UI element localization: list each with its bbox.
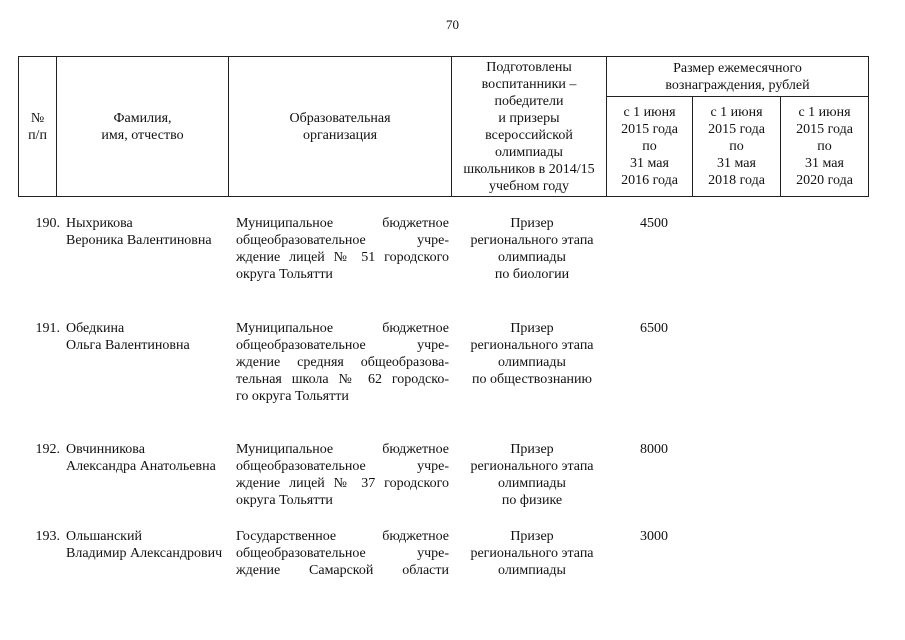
page-number: 70 [446,17,459,32]
person-name: Ныхрикова Вероника Валентиновна [66,216,212,248]
achievement: Призер регионального этапа олимпиады по обществознанию [470,321,594,387]
organization: Муниципальное бюджетное общеобразовательное учре- ждение лицей № 51 городского округа Тольятти [236,216,449,282]
header-reward: Размер ежемесячного вознаграждения, рублей [665,60,810,93]
header-fio: Фамилия, имя, отчество [101,110,184,143]
row-number: 192. [35,442,60,457]
header-period-2018: с 1 июня 2015 года по 31 мая 2018 года [708,105,765,188]
person-name: Ольшанский Владимир Александрович [66,529,223,561]
reward-amount: 4500 [640,216,668,231]
organization: Муниципальное бюджетное общеобразовательное учре- ждение средняя общеобразова- тельная школа № 62 городско- го округа Тольятти [236,321,449,404]
row-number: 191. [35,321,60,336]
header-period-2020: с 1 июня 2015 года по 31 мая 2020 года [796,105,853,188]
reward-amount: 8000 [640,442,668,457]
achievement: Призер регионального этапа олимпиады [470,529,594,578]
reward-amount: 6500 [640,321,668,336]
header-org: Образовательная организация [289,110,391,143]
header-prepared: Подготовлены воспитанники – победители и призеры всероссийской олимпиады школьников в 2014/15 учебном году [463,59,595,194]
row-number: 190. [35,216,60,231]
reward-amount: 3000 [640,529,668,544]
person-name: Обедкина Ольга Валентиновна [66,321,190,353]
header-period-2016: с 1 июня 2015 года по 31 мая 2016 года [621,105,678,188]
person-name: Овчинникова Александра Анатольевна [66,442,216,474]
achievement: Призер регионального этапа олимпиады по биологии [470,216,594,282]
organization: Муниципальное бюджетное общеобразовательное учре- ждение лицей № 37 городского округа Тольятти [236,442,449,508]
row-number: 193. [35,529,60,544]
header-num: № п/п [28,110,47,143]
organization: Государственное бюджетное общеобразовательное учре- ждение Самарской области [236,529,449,578]
achievement: Призер регионального этапа олимпиады по физике [470,442,594,508]
